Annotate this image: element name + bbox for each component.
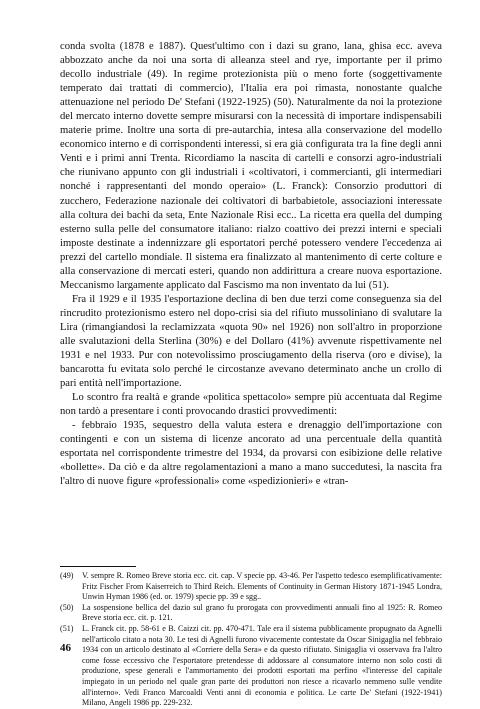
paragraph-regime-measures: Lo scontro fra realtà e grande «politica spettacolo» sempre più accentuata dal Regime non tardò a presentare i conti provocando drastici provvedimenti: — [60, 392, 442, 418]
footnote-text: La sospensione bellica del dazio sul grano fu prorogata con provvedimenti annuali fino al 1925: R. Romeo Breve storia ecc. cit. p. 121. — [82, 602, 442, 623]
footnote-number: (50) — [60, 602, 74, 612]
footnote-number: (49) — [60, 571, 74, 580]
footnote-separator — [60, 566, 136, 567]
paragraph-february-1935: - febbraio 1935, sequestro della valuta estera e drenaggio dell'importazione con contingenti e con un sistema di licenze ancorato ad una percentuale della quantità esportata nel corrispondente trimestre del 1934, da provarsi con esibizione delle relative «bollette». Da ciò e da altre regolamentazioni a mano a mano succedutesi, la nascita fra l'altro di nuove figure «professionali» come «spedizionieri» e «tran- — [60, 420, 442, 488]
footnote-50 — [60, 603, 442, 624]
footnote-text: V. sempre R. Romeo Breve storia ecc. cit. cap. V specie pp. 43-46. Per l'aspetto tedesco esemplificativamente: Fritz Fischer From Kaiserreich to Third Reich. Elements of Continuity in German History 1871-1945 Londra, Unwin Hyman 1986 (ed. or. 1979) specie pp. 39 e sgg.. — [82, 571, 442, 602]
footnote-49 — [60, 571, 442, 603]
paragraph-continuation: conda svolta (1878 e 1887). Quest'ultimo con i dazi su grano, lana, ghisa ecc. aveva abbozzato anche da noi una sorta di alleanza steel and rye, importante per il primo decollo industriale (49). In regime protezionista più o meno forte (soggettivamente temperato dai trattati di commercio), l'Italia era poi rimasta, nonostante qualche attenuazione nel periodo De' Stefani (1922-1925) (50). Naturalmente da noi la protezione del mercato interno dovette sempre misurarsi con la necessità di importare indispensabili materie prime. Inoltre una sorta di pre-autarchia, intesa alla conservazione del modello economico interno e di corrispondenti interessi, si era già configurata tra la fine degli anni Venti e i primi anni Trenta. Ricordiamo la nascita di cartelli e consorzi agro-industriali che riunivano appunto con gli industriali i «coltivatori, i commercianti, gli intermediari nonché i rappresentanti del mondo operaio» (L. Franck): Consorzio produttori di zucchero, Federazione nazionale dei coltivatori di barbabietole, associazioni interessate alla coltura dei bachi da seta, Ente Nazionale Risi ecc.. La ricetta era quella del dumping esterno sulla pelle del consumatore italiano: rialzo coattivo dei prezzi interni e speciali imposte destinate a indennizzare gli esportatori perché potessero vendere l'eccedenza ai prezzi del cartello mondiale. Il sistema era finalizzato al mantenimento di certe colture e alla conservazione di mercati esteri, quando non addirittura a creare nuova esportazione. Meccanismo largamente applicato dal Fascismo ma non inventato da lui (51). — [60, 41, 442, 291]
footnotes — [60, 571, 442, 709]
footnote-text: L. Franck cit. pp. 58-61 e B. Caizzi cit. pp. 470-471. Tale era il sistema pubblicamente propugnato da Agnelli nell'articolo citato a nota 30. Le tesi di Agnelli furono vivacemente contestate da Oscar Sinigaglia nel febbraio 1934 con un articolo destinato al «Corriere della Sera» e da questo rifiutato. Sinigaglia vi osservava fra l'altro come fosse eccessivo che l'esportatore pretendesse di addossare al consumatore interno non solo costi di produzione, spese generali e l'ammortamento dei prodotti esportati ma perfino «l'interesse del capitale impiegato in un periodo nel quale gran parte dei produttori non riesce a ricavarlo nemmeno sulle vendite all'interno». Vedi Franco Marcoaldi Venti anni di economia e politica. Le carte De' Stefani (1922-1941) Milano, Angeli 1986 pp. 229-232. — [82, 623, 442, 708]
main-text — [60, 40, 442, 490]
page-number: 46 — [60, 642, 71, 654]
paragraph-export-decline: Fra il 1929 e il 1935 l'esportazione declina di ben due terzi come conseguenza sia del rincrudito protezionismo estero nel dopo-crisi sia del rifiuto mussoliniano di svalutare la Lira (rimangiandosi la reclamizzata «quota 90» nel 1926) non soll'altro in proporzione alle svalutazioni della Sterlina (30%) e del Dollaro (41%) avvenute rispettivamente nel 1931 e nel 1933. Pur con notevolissimo prosciugamento della riserva (oro e divise), la bancarotta fu evitata solo perché le circostanze avevano determinato anche un crollo di pari entità nell'importazione. — [60, 293, 442, 390]
footnote-number: (51) — [60, 623, 74, 633]
footnote-51 — [60, 624, 442, 709]
